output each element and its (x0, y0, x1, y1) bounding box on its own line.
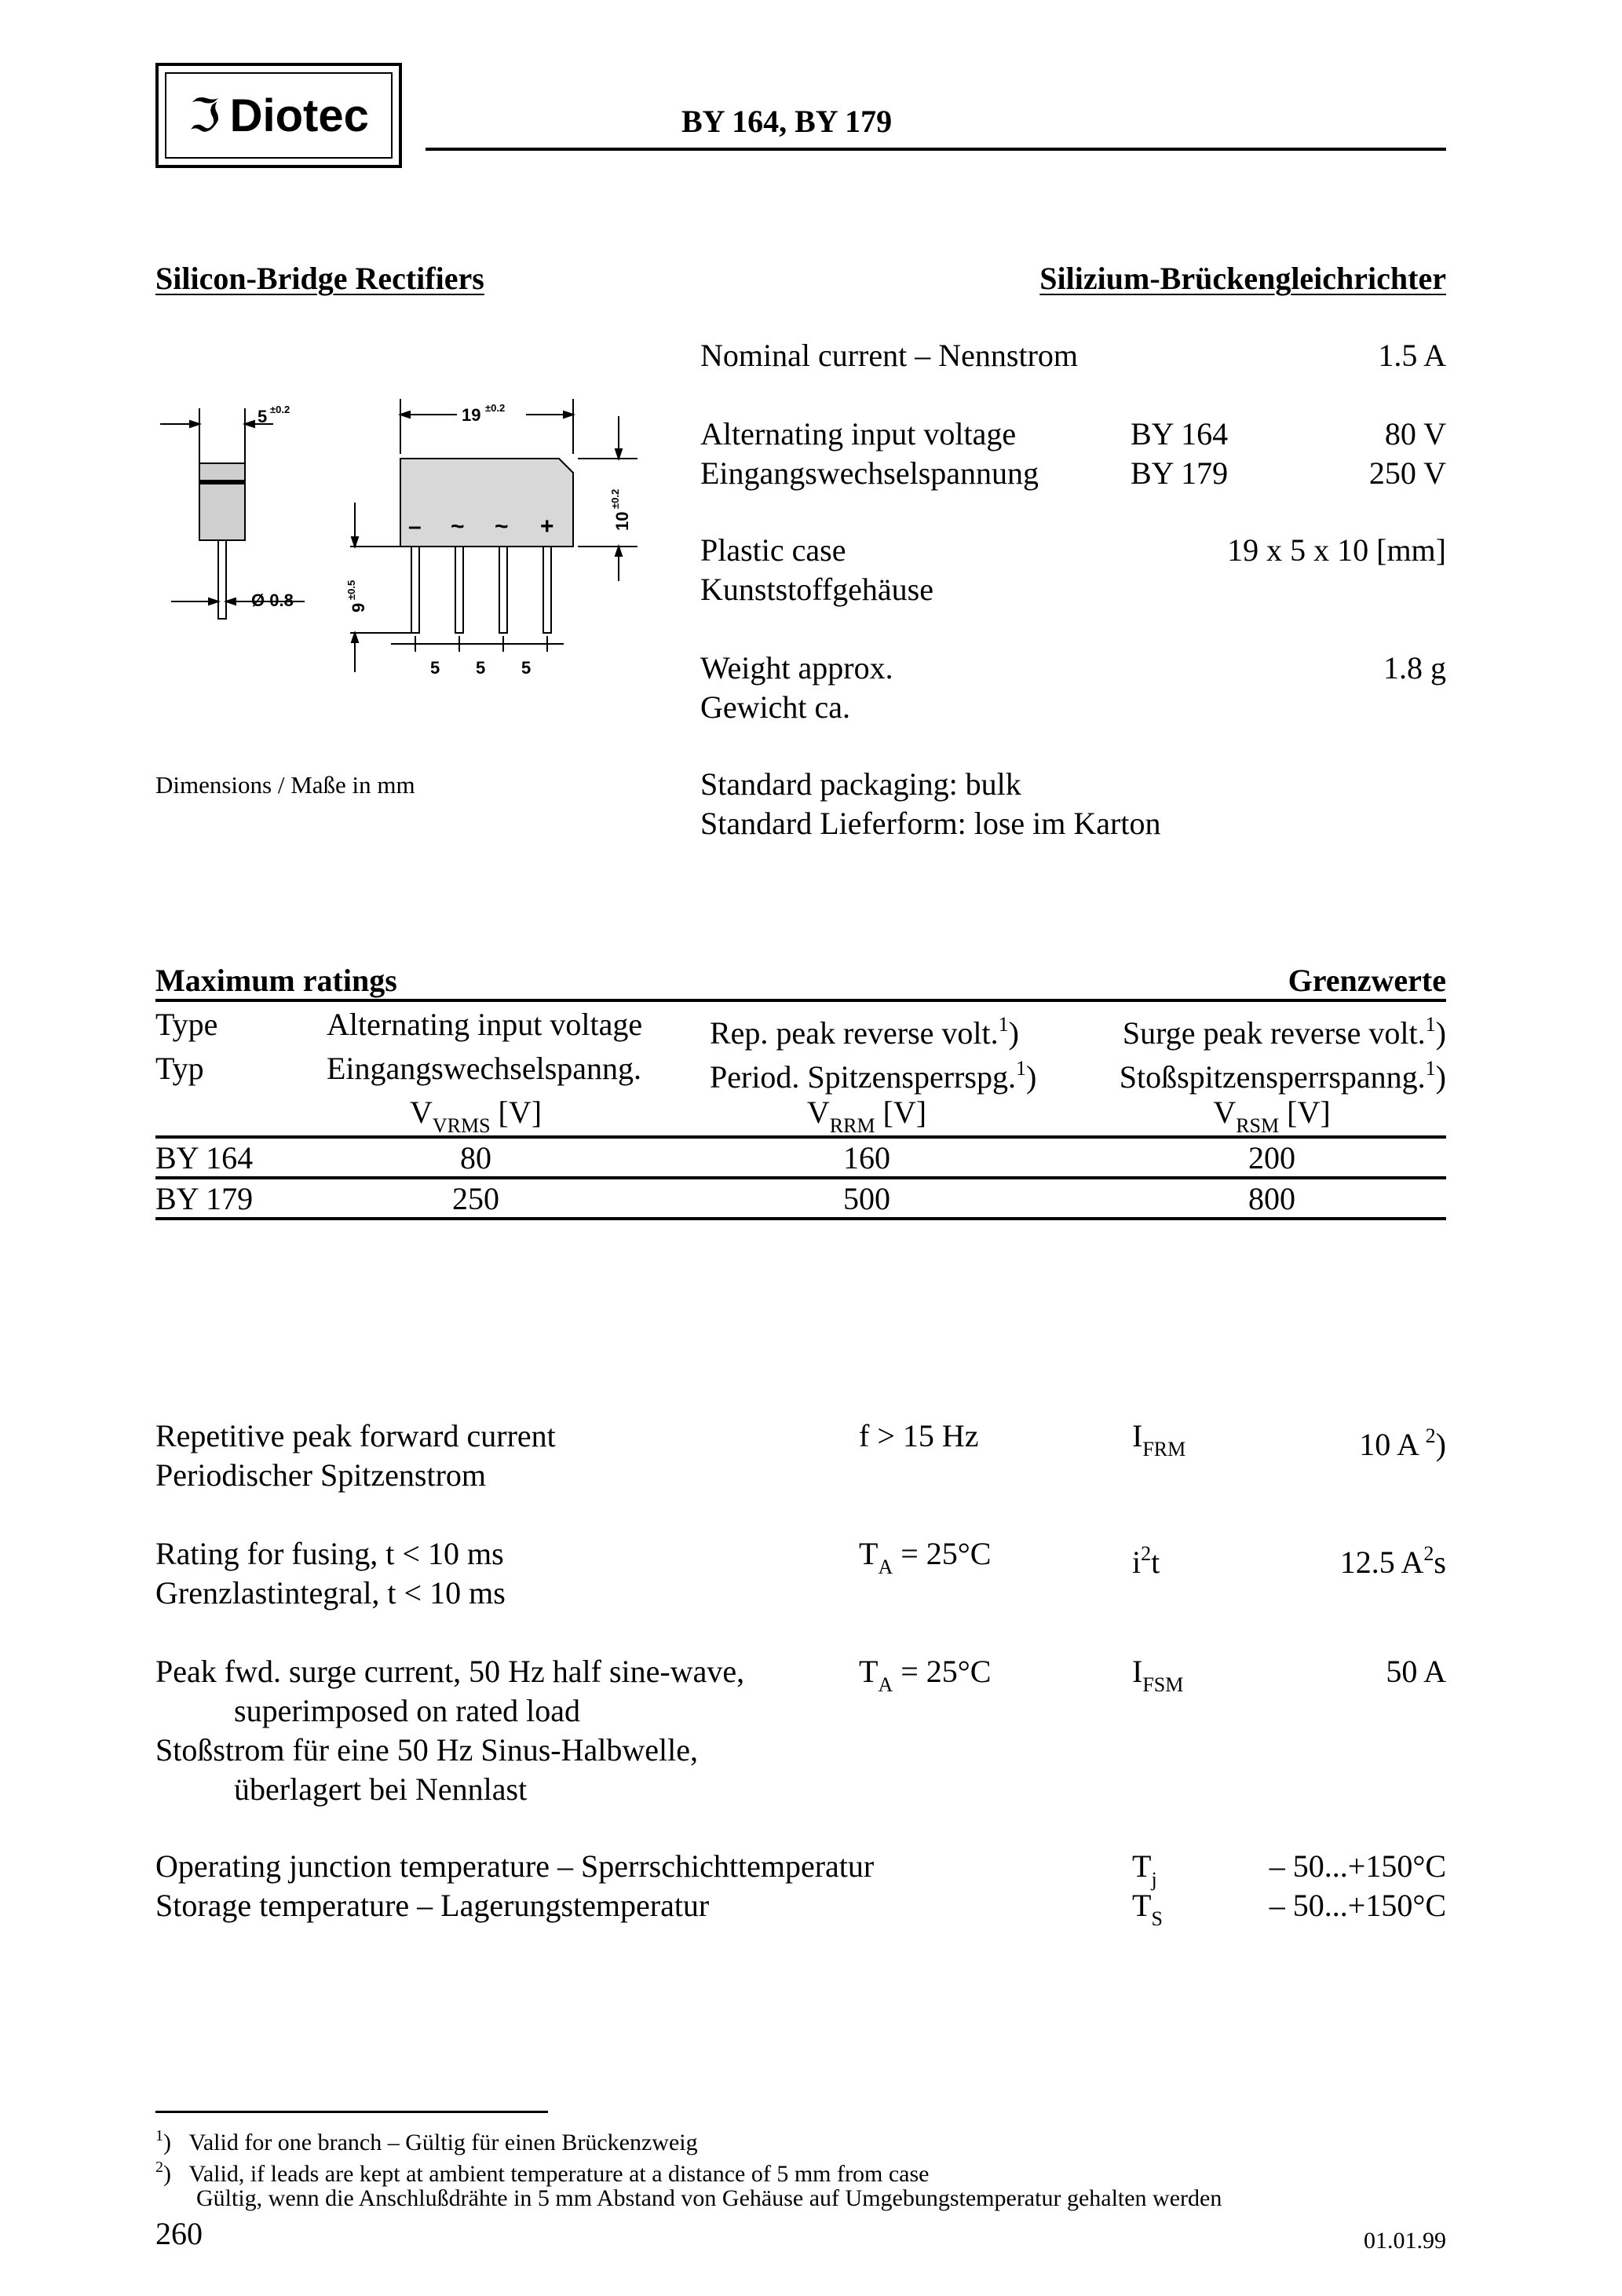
footnote-rule (155, 2111, 548, 2113)
ac-label-en: Alternating input voltage (700, 416, 1017, 452)
dim-19-label: 19 (462, 405, 481, 425)
tj-value: – 50...+150°C (1269, 1848, 1446, 1884)
col-vrsm-en-fn: 1 (1425, 1013, 1436, 1036)
unit-vrsm: $V_{RSM}$ [V] (1213, 1095, 1331, 1137)
diotec-logo (155, 63, 402, 168)
ac-type-1: BY 164 (1131, 416, 1229, 452)
ifsm-condition: $T_A = 25^\circ C$ (859, 1654, 992, 1696)
tj-symbol: $T_j$ (1132, 1848, 1157, 1891)
col-vrsm-en-wrap: Surge peak reverse volt.$^1$) (1122, 1013, 1446, 1051)
col-vrrm-de-fn: 1 (1015, 1057, 1026, 1080)
col-vrsm-de: Stoßspitzensperrspanng. (1119, 1059, 1426, 1095)
nominal-label: Nominal current – Nennstrom (700, 338, 1078, 373)
ifrm-symbol: $I_{FRM}$ (1132, 1418, 1186, 1461)
fusing-label-de: Grenzlastintegral, t < 10 ms (155, 1575, 506, 1610)
case-value: 19 x 5 x 10 [mm] (1227, 532, 1446, 568)
pitch-3: 5 (521, 658, 532, 678)
ifrm-label-en: Repetitive peak forward current (155, 1418, 556, 1453)
header-rule (426, 148, 1446, 151)
pin-minus: – (408, 514, 422, 539)
ifsm-value: 50 A (1386, 1654, 1446, 1689)
pin-ac-1: ~ (451, 514, 465, 539)
ac-value-1: 80 V (1384, 416, 1446, 452)
footnote-1: $^1$) Valid for one branch – Gültig für einen Brückenzweig (155, 2127, 698, 2155)
ratings-title-en: Maximum ratings (155, 963, 397, 998)
drawing-caption: Dimensions / Maße in mm (155, 771, 415, 799)
dim-19-tol: ±0.2 (485, 402, 506, 414)
col-vrsm-de-fn: 1 (1425, 1057, 1436, 1080)
ifsm-label-de-1: Stoßstrom für eine 50 Hz Sinus-Halbwelle, (155, 1732, 698, 1768)
heading-de: Silizium-Brückengleichrichter (1039, 261, 1446, 296)
dim-5-tol: ±0.2 (270, 404, 290, 415)
pitch-1: 5 (430, 658, 440, 678)
ifsm-label-en-1: Peak fwd. surge current, 50 Hz half sine-wave, (155, 1654, 745, 1689)
issue-date: 01.01.99 (1364, 2228, 1446, 2254)
side-view-lead (218, 540, 226, 619)
ifsm-label-en-2: superimposed on rated load (234, 1693, 580, 1728)
col-vrsm-de-wrap: Stoßspitzensperrspanng.$^1$) (1119, 1057, 1446, 1095)
ratings-top-rule (155, 999, 1446, 1002)
dimension-drawing (155, 385, 658, 683)
ts-symbol: $T_S$ (1132, 1888, 1163, 1930)
col-vrrm-en: Rep. peak reverse volt. (710, 1015, 999, 1051)
fusing-condition: $T_A = 25^\circ C$ (859, 1536, 992, 1578)
packaging-de: Standard Lieferform: lose im Karton (700, 806, 1161, 841)
ac-type-2: BY 179 (1131, 455, 1229, 491)
dim-9-label: 9 (349, 602, 368, 612)
logo-text: Diotec (229, 90, 369, 141)
col-type-en: Type (155, 1007, 218, 1042)
ts-label: Storage temperature – Lagerungstemperatur (155, 1888, 710, 1923)
ac-value-2: 250 V (1368, 455, 1446, 491)
tj-label: Operating junction temperature – Sperrschichttemperatur (155, 1848, 875, 1884)
ratings-bottom-rule (155, 1217, 1446, 1220)
diameter-label: Ø 0.8 (251, 590, 294, 610)
table-row-2-vrsm: 800 (1248, 1181, 1295, 1216)
ifsm-symbol: $I_{FSM}$ (1132, 1654, 1184, 1696)
dim-5-label: 5 (258, 407, 268, 426)
col-vrrm-de-wrap: Period. Spitzensperrspg.$^1$) (710, 1057, 1037, 1095)
fusing-value: 12.5 $A^2s$ (1339, 1542, 1446, 1580)
heading-en: Silicon-Bridge Rectifiers (155, 261, 484, 296)
table-row-1-type: BY 164 (155, 1140, 254, 1175)
ifrm-label-de: Periodischer Spitzenstrom (155, 1457, 487, 1493)
dim-10-label: 10 (612, 511, 632, 531)
dim-9-tol: ±0.5 (345, 579, 357, 600)
page-number: 260 (155, 2216, 203, 2251)
nominal-value: 1.5 A (1378, 338, 1446, 373)
ifrm-value: 10 A $^2$) (1359, 1424, 1446, 1462)
table-row-1-vrms: 80 (460, 1140, 491, 1175)
col-vrrm-en-fn: 1 (998, 1013, 1009, 1036)
logo-mark: ℑ (188, 89, 221, 142)
ifrm-condition: f > 15 Hz (859, 1418, 979, 1453)
packaging-en: Standard packaging: bulk (700, 766, 1021, 802)
case-label-de: Kunststoffgehäuse (700, 572, 933, 607)
col-vrms-en: Alternating input voltage (327, 1007, 643, 1042)
table-row-1-vrsm: 200 (1248, 1140, 1295, 1175)
fusing-symbol: $i^2t$ (1132, 1542, 1160, 1580)
col-vrrm-de: Period. Spitzensperrspg. (710, 1059, 1016, 1095)
side-view-body (199, 463, 245, 540)
weight-label-de: Gewicht ca. (700, 689, 851, 725)
pitch-2: 5 (476, 658, 486, 678)
table-row-2-type: BY 179 (155, 1181, 254, 1216)
col-vrms-de: Eingangswechselspanng. (327, 1051, 642, 1086)
ts-value: – 50...+150°C (1269, 1888, 1446, 1923)
ac-label-de: Eingangswechselspannung (700, 455, 1039, 491)
case-label-en: Plastic case (700, 532, 846, 568)
footnote-2: $^2$) Valid, if leads are kept at ambient temperature at a distance of 5 mm from case (155, 2159, 930, 2187)
unit-vrms: $V_{VRMS}$ [V] (409, 1095, 542, 1137)
table-row-1-vrrm: 160 (843, 1140, 890, 1175)
table-row-2-vrms: 250 (452, 1181, 499, 1216)
fusing-label-en: Rating for fusing, t < 10 ms (155, 1536, 504, 1571)
col-vrrm-en-wrap: Rep. peak reverse volt.$^1$) (710, 1013, 1019, 1051)
col-vrsm-en: Surge peak reverse volt. (1122, 1015, 1426, 1051)
table-row-2-vrrm: 500 (843, 1181, 890, 1216)
unit-vrrm: $V_{RRM}$ [V] (806, 1095, 927, 1137)
weight-label-en: Weight approx. (700, 650, 893, 686)
dim-10-tol: ±0.2 (609, 488, 621, 509)
weight-value: 1.8 g (1383, 650, 1446, 686)
ifsm-label-de-2: überlagert bei Nennlast (234, 1771, 528, 1807)
pin-plus: + (540, 514, 554, 539)
page-title: BY 164, BY 179 (681, 104, 893, 139)
col-type-de: Typ (155, 1051, 204, 1086)
pin-ac-2: ~ (495, 514, 509, 539)
footnote-2-de: Gültig, wenn die Anschlußdrähte in 5 mm Abstand von Gehäuse auf Umgebungstemperatur gehalten werden (196, 2185, 1222, 2211)
ratings-title-de: Grenzwerte (1288, 963, 1446, 998)
